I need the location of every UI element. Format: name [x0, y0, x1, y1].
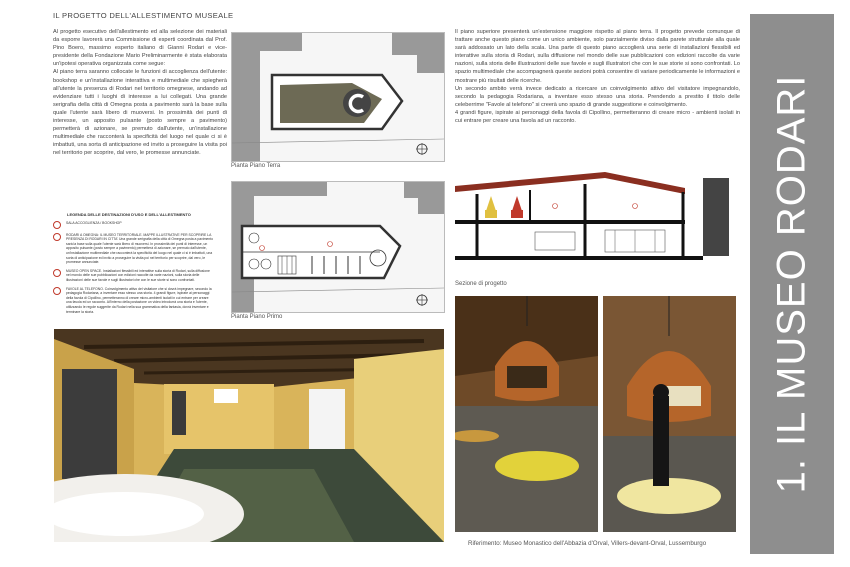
legend-item-text: RODARI A OMEGNA: IL MUSEO TERRITORIALE. MAPPE ILLUSTRATIVE PER SCOPRIRE LA PRESENZA DI RODARI IN CITTA' Una grande serigrafia della città di Omegna posta a pavimento sarà la base sulla quale l'utente sarà libero di muoversi. In prossimità dei punti di interesse, un apposito pulsante (posto sempre a pavimento) permetterà di azionare, se premuto dall'utente, un'installazione multimediale che racconterà la specificità del luogo nel quale ci si è imbattuti, una sorta di anticipazione ed invito a proseguire la visita poi nel territorio per scoprire, dal vero, le promesse annunciate. [66, 232, 214, 265]
legend-item [53, 221, 215, 229]
right-paragraph: Un secondo ambito verrà invece dedicato a ricercare un coinvolgimento attivo del visitatore impegnandolo, secondo la pedagogia Rodariana, a inventare esso stesso una storia. Prendendo a prestito il titolo delle celeberrime "Favole al telefono" si creerà uno spazio di grande suggestione e coinvolgimento. [455, 85, 740, 108]
first-floor-plan [231, 181, 445, 313]
legend-item [53, 233, 215, 265]
section-drawing-svg [455, 170, 740, 278]
left-text-column [53, 28, 227, 158]
right-text-column [455, 28, 740, 125]
first-floor-plan-drawing [232, 182, 444, 312]
left-paragraph: Al progetto esecutivo dell'allestimento ed alla selezione dei materiali da esporre lavorerà una Commissione di esperti coordinata dal Prof. Pino Boero, massimo esperto italiano di Gianni Rodari e vice-presidente della Fondazione Mario Preliminarmente è stata elaborata un'ipotesi operativa organizzata come segue: [53, 29, 227, 68]
ground-floor-plan [231, 32, 445, 162]
ground-floor-plan-caption: Pianta Piano Terra [231, 163, 281, 169]
legend-item-text: SALA ACCOGLIENZA / BOOKSHOP [66, 220, 122, 225]
legend-symbol-icon [53, 269, 61, 277]
legend-symbol-icon [53, 287, 61, 295]
legend [53, 213, 215, 318]
first-floor-plan-caption: Pianta Piano Primo [231, 314, 283, 320]
legend-item [53, 269, 215, 283]
reference-photo-right [603, 296, 736, 532]
title-band [750, 14, 834, 554]
left-paragraph: Al piano terra saranno collocate le funzioni di accoglienza dell'utente: bookshop e un'installazione interattiva e multimediale che spiegherà all'utente la presenza di Rodari nel territorio omegnese, andando ad evidenziare tutti i luoghi di interesse a lui collegati. Una grande serigrafia della città di Omegna posta a pavimento sarà la base sulla quale l'utente sarà libero di muoversi. In prossimità dei punti di interesse, un apposito pulsante (posto sempre a pavimento) permetterà di azionare, se premuto dall'utente, un'installazione multimediale che racconterà la specificità del luogo nel quale ci si è imbattuti, una sorta di anticipazione ed invito a proseguire la visita poi nel territorio per scoprire, dal vero, le promesse annunciate. [53, 69, 227, 157]
reference-photo-left [455, 296, 598, 532]
legend-item [53, 287, 215, 315]
legend-symbol-icon [53, 221, 61, 229]
right-paragraph: Il piano superiore presenterà un'estensione maggiore rispetto al piano terra. Il progetto prevede comunque di trattare anche questo piano come un unico ambiente, solo parzialmente diviso dalla parete strutturale alla quale sarà addossato un lato della scala. Una parte di questo piano accoglierà una serie di installazioni flessibili ed interattive sulla storia di Rodari, sulla diffusione nel mondo delle sue pubblicazioni con edizioni raccolte da varie nazioni, sulla storia delle illustrazioni delle sue favole e sugli illustratori che con le sue storie si sono confrontati. Lo spazio multimediale che accompagnerà queste sezioni potrà consentire di variare periodicamente le informazioni e mostrare più risultati delle ricerche. [455, 29, 740, 84]
interior-render-image [54, 329, 444, 542]
legend-title: LEGENDA DELLE DESTINAZIONI D'USO E DELL'ALLESTIMENTO [67, 212, 191, 217]
legend-symbol-icon [53, 233, 61, 241]
reference-photo-right-image [603, 296, 736, 532]
band-title: 1. IL MUSEO RODARI [769, 74, 814, 494]
ground-floor-plan-drawing [232, 33, 444, 161]
legend-item-text: MUSEO OPEN SPACE. Installazioni flessibili ed interattive sulla storia di Rodari, sulla diffusione nel mondo delle sue pubblicazioni con edizioni raccolte da varie nazioni, sulla storia delle illustrazioni delle sue favole e sugli illustratori che con le sue storie si sono confrontati. [66, 268, 210, 282]
legend-item-text: FAVOLE AL TELEFONO. Coinvolgimento attivo del visitatore che si dovrà impegnare, secondo la pedagogia Rodariana, a inventare esso stesso una storia. 4 grandi figure, ispirate ai personaggi della favola di Cipollino, permetteranno di creare micro-ambienti isolati in cui entrare per creare una favola ed un racconto. All'interno della postazione un video introdurrà una storia e l'utente, utilizzando le regole suggerite da Rodari nella sua grammatica della fantasia, dovrà inventare e terminare la storia. [66, 286, 212, 314]
section-drawing [455, 170, 740, 278]
right-paragraph: 4 grandi figure, ispirate ai personaggi della favola di Cipollino, permetteranno di creare micro - ambienti isolati in cui entrare per creare una favola ad un racconto. [455, 109, 740, 125]
interior-render [54, 329, 444, 542]
page-title: IL PROGETTO DELL'ALLESTIMENTO MUSEALE [53, 11, 234, 20]
reference-caption: Riferimento: Museo Monastico dell'Abbazia d'Orval, Villers-devant-Orval, Lussemburgo [468, 540, 707, 547]
section-caption: Sezione di progetto [455, 281, 507, 287]
reference-photo-left-image [455, 296, 598, 532]
